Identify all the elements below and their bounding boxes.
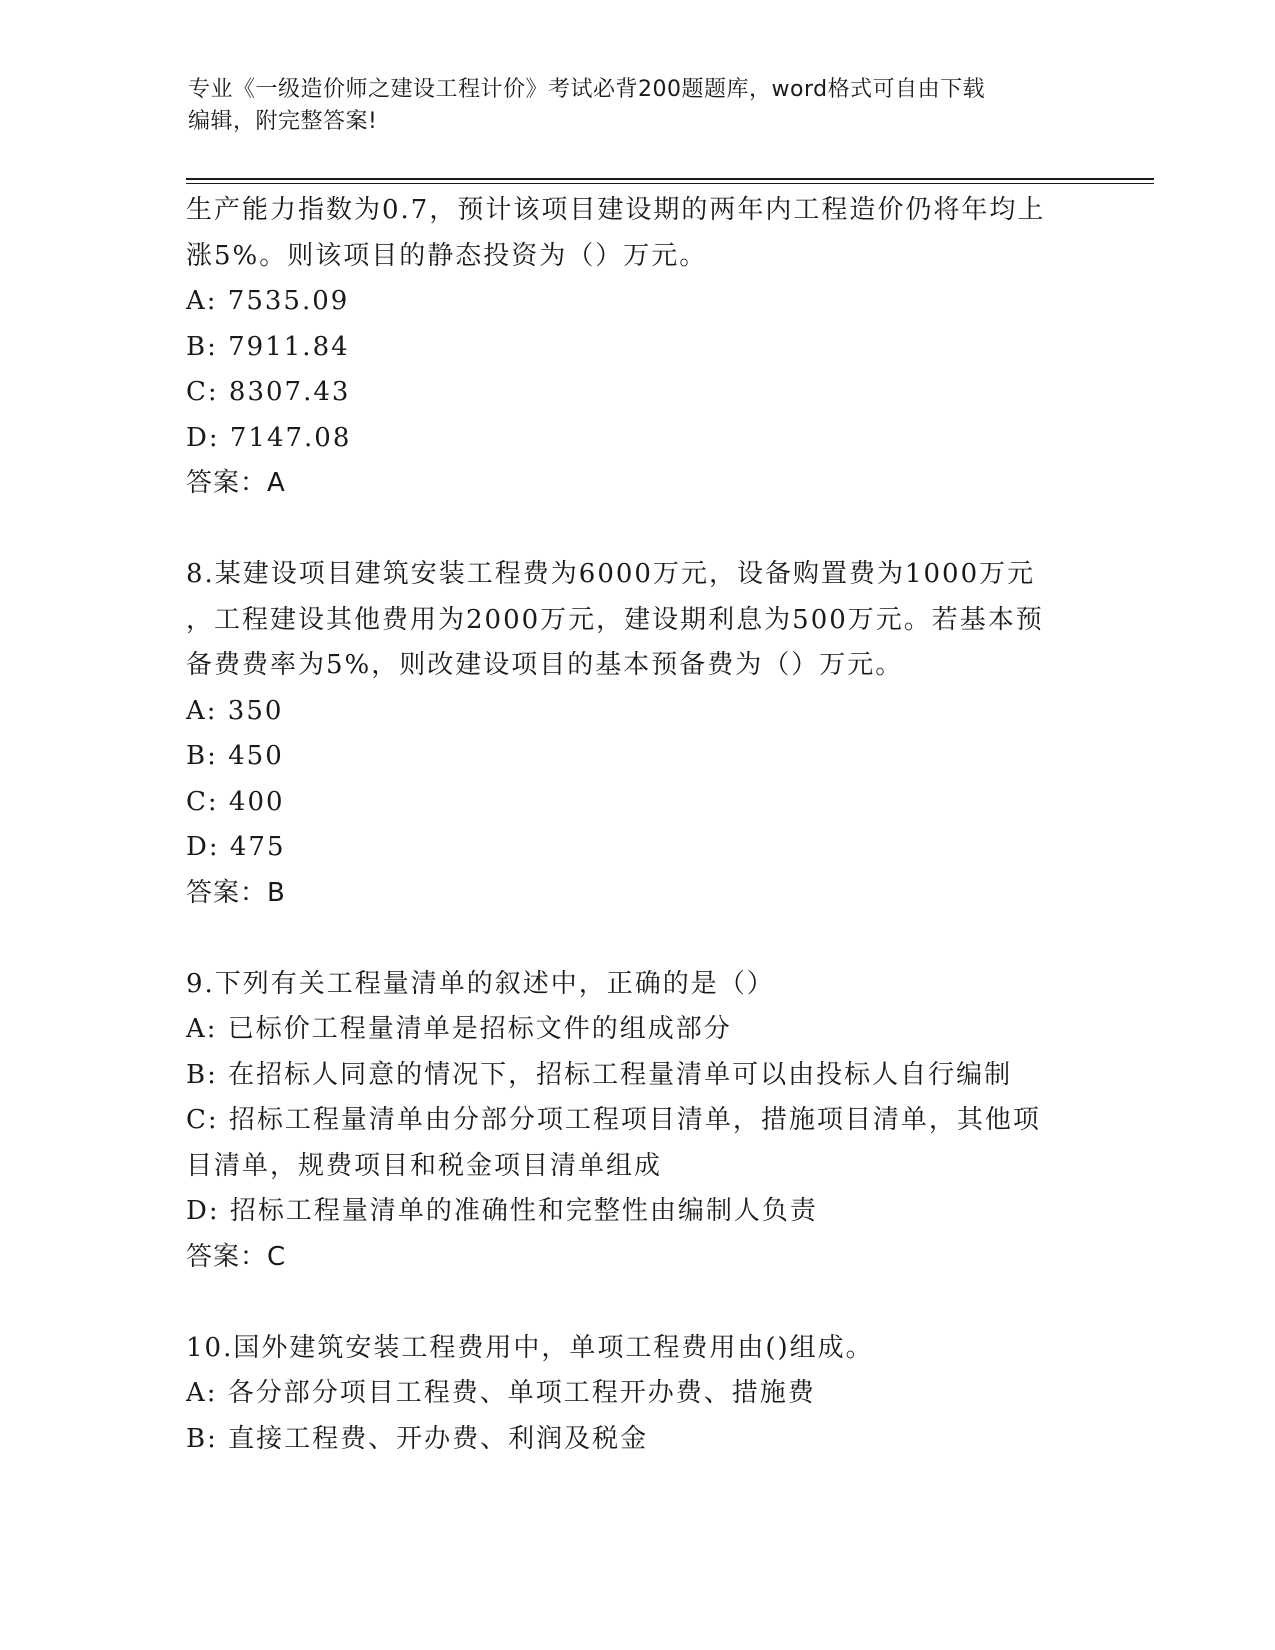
option-a: A: 7535.09 [186, 286, 350, 316]
question-list [186, 188, 1086, 1462]
header-divider-thick [186, 178, 1154, 180]
option-a: A: 350 [186, 695, 284, 726]
question-stem-line: 10.国外建筑安装工程费用中，单项工程费用由()组成。 [186, 1332, 874, 1363]
spacer [186, 507, 1086, 553]
header-divider-thin [186, 183, 1154, 184]
option-b: B: 在招标人同意的情况下，招标工程量清单可以由投标人自行编制 [186, 1059, 1013, 1090]
option-c: C: 8307.43 [186, 377, 351, 407]
answer-line: 答案：C [186, 1241, 287, 1272]
question-stem-line: 备费费率为5%，则改建设项目的基本预备费为（）万元。 [186, 650, 904, 680]
question-7 [186, 188, 1086, 507]
question-stem-line: ，工程建设其他费用为2000万元，建设期利息为500万元。若基本预 [186, 604, 1044, 635]
option-b: B: 450 [186, 741, 284, 771]
question-stem-line: 8.某建设项目建筑安装工程费为6000万元，设备购置费为1000万元 [186, 559, 1036, 589]
option-b: B: 7911.84 [186, 331, 350, 362]
option-d: D: 7147.08 [186, 422, 352, 453]
spacer [186, 916, 1086, 962]
question-stem-line: 生产能力指数为0.7，预计该项目建设期的两年内工程造价仍将年均上 [186, 195, 1046, 225]
option-a: A: 各分部分项目工程费、单项工程开办费、措施费 [186, 1378, 816, 1408]
spacer [186, 1280, 1086, 1326]
answer-line: 答案：B [186, 877, 286, 908]
document-header [188, 74, 1088, 138]
question-10 [186, 1326, 1086, 1463]
question-stem-line: 涨5%。则该项目的静态投资为（）万元。 [186, 240, 708, 271]
question-8 [186, 552, 1086, 916]
option-d: D: 475 [186, 832, 286, 862]
question-9 [186, 962, 1086, 1281]
answer-line: 答案：A [186, 468, 286, 498]
question-stem-line: 9.下列有关工程量清单的叙述中，正确的是（） [186, 968, 775, 999]
option-c-continued: 目清单，规费项目和税金项目清单组成 [186, 1150, 663, 1181]
option-b: B: 直接工程费、开办费、利润及税金 [186, 1423, 649, 1454]
option-c: C: 400 [186, 786, 285, 817]
header-line-2: 编辑，附完整答案! [188, 109, 378, 134]
header-line-1: 专业《一级造价师之建设工程计价》考试必背200题题库，word格式可自由下载 [188, 77, 986, 102]
option-d: D: 招标工程量清单的准确性和完整性由编制人负责 [186, 1196, 818, 1226]
option-a: A: 已标价工程量清单是招标文件的组成部分 [186, 1014, 732, 1044]
option-c: C: 招标工程量清单由分部分项工程项目清单，措施项目清单，其他项 [186, 1105, 1041, 1135]
